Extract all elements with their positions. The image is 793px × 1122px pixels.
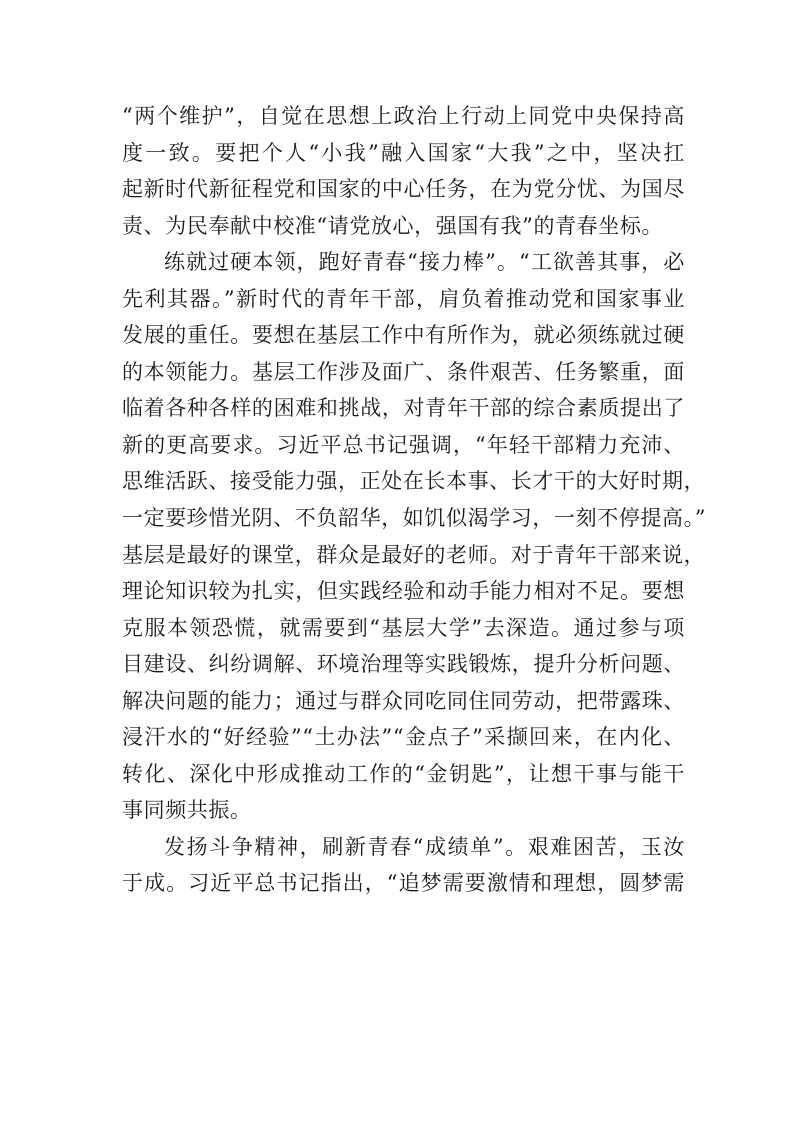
text-line: 思维活跃、接受能力强，正处在长本事、长才干的大好时期， [122,469,706,494]
text-line: 目建设、纠纷调解、环境治理等实践锻炼，提升分析问题、 [122,652,685,677]
text-line: 理论知识较为扎实，但实践经验和动手能力相对不足。要想 [122,579,685,604]
text-line: 新的更高要求。习近平总书记强调，“年轻干部精力充沛、 [122,432,685,457]
text-line: 事同频共振。 [122,798,252,823]
text-line: “两个维护”，自觉在思想上政治上行动上同党中央保持高 [122,104,685,128]
text-line: 克服本领恐慌，就需要到“基层大学”去深造。通过参与项 [122,615,685,640]
text-line: 发扬斗争精神，刷新青春“成绩单”。艰难困苦，玉汝 [164,834,685,859]
text-line: 练就过硬本领，跑好青春“接力棒”。“工欲善其事，必 [164,250,685,275]
text-line: 于成。习近平总书记指出，“追梦需要激情和理想，圆梦需 [122,871,685,896]
text-line: 临着各种各样的困难和挑战，对青年干部的综合素质提出了 [122,396,685,421]
text-line: 度一致。要把个人“小我”融入国家“大我”之中，坚决扛 [122,140,685,165]
text-line: 浸汗水的“好经验”“土办法”“金点子”采撷回来，在内化、 [122,725,685,750]
text-line: 解决问题的能力；通过与群众同吃同住同劳动，把带露珠、 [122,688,685,713]
document-body [122,98,707,902]
text-line: 转化、深化中形成推动工作的“金钥匙”，让想干事与能干 [122,761,685,786]
text-line: 起新时代新征程党和国家的中心任务，在为党分忧、为国尽 [122,177,685,202]
text-line: 发展的重任。要想在基层工作中有所作为，就必须练就过硬 [122,323,685,348]
text-line: 先利其器。”新时代的青年干部，肩负着推动党和国家事业 [122,286,685,311]
text-line: 一定要珍惜光阴、不负韶华，如饥似渴学习，一刻不停提高。” [122,506,707,531]
text-line: 的本领能力。基层工作涉及面广、条件艰苦、任务繁重，面 [122,359,685,384]
text-line: 基层是最好的课堂，群众是最好的老师。对于青年干部来说， [122,542,706,567]
text-line: 责、为民奉献中校准“请党放心，强国有我”的青春坐标。 [122,213,664,238]
